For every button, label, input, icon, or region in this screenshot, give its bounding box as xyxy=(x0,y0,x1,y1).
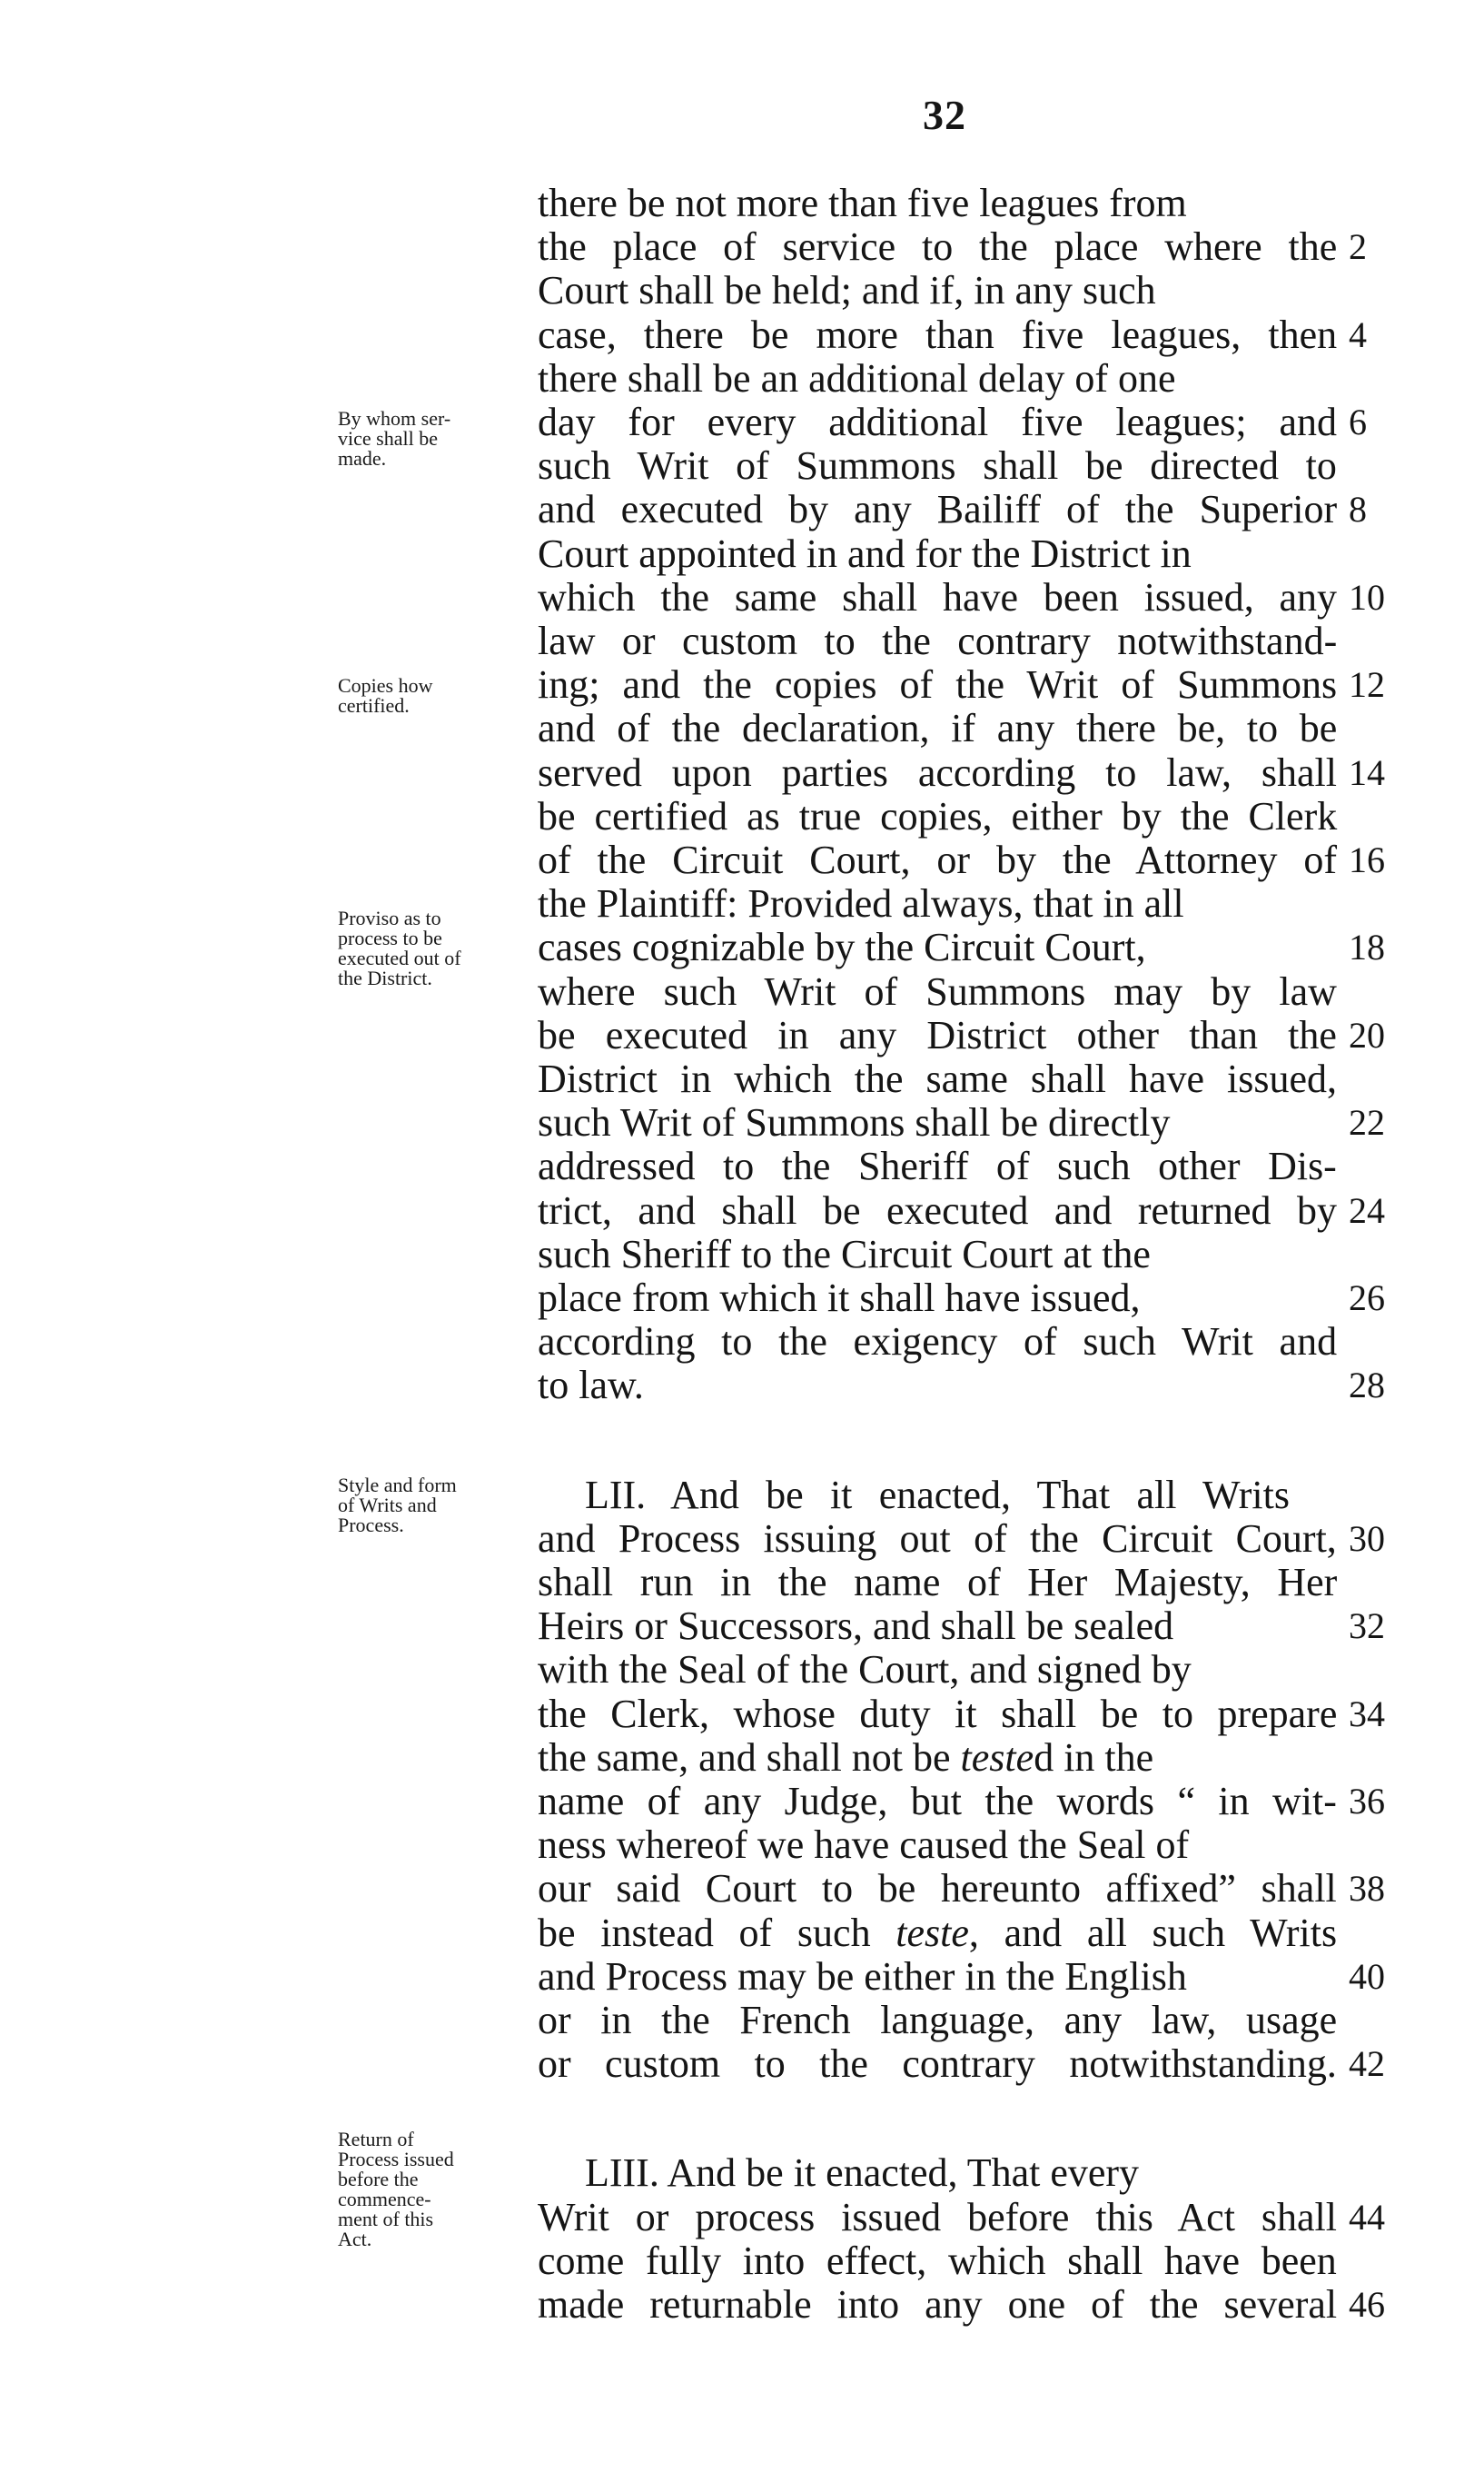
text-line xyxy=(538,1276,1385,1320)
text-line xyxy=(538,487,1367,531)
line-text: day for every additional five leagues; and xyxy=(538,400,1337,444)
line-text: LII. And be it enacted, That all Writs xyxy=(585,1473,1290,1517)
line-number: 26 xyxy=(1349,1277,1385,1318)
margin-note-style xyxy=(338,1475,529,1535)
line-text: addressed to the Sheriff of such other Dis- xyxy=(538,1144,1337,1188)
text-line xyxy=(538,2282,1385,2327)
line-number: 46 xyxy=(1349,2284,1385,2325)
line-number: 30 xyxy=(1349,1518,1385,1559)
line-text: District in which the same shall have issued, xyxy=(538,1057,1338,1101)
line-text: according to the exigency of such Writ and xyxy=(538,1319,1338,1364)
text-line xyxy=(538,313,1367,357)
text-line xyxy=(538,795,1337,839)
margin-note-line: Act. xyxy=(338,2228,372,2250)
text-line xyxy=(538,1999,1337,2042)
margin-note-line: Proviso as to xyxy=(338,907,441,929)
margin-note-line: executed out of xyxy=(338,947,461,969)
margin-note-line: before the xyxy=(338,2168,419,2190)
line-number: 16 xyxy=(1349,839,1385,880)
text-line xyxy=(538,2151,1337,2195)
text-line xyxy=(538,1188,1385,1233)
line-text: there be not more than five leagues from xyxy=(538,181,1187,225)
text-line xyxy=(538,750,1385,795)
text-line xyxy=(538,400,1367,444)
line-text: Writ or process issued before this Act shall xyxy=(538,2195,1337,2239)
line-text: case, there be more than five leagues, then xyxy=(538,313,1338,357)
line-text: ing; and the copies of the Writ of Summons xyxy=(538,662,1338,707)
text-line xyxy=(538,1057,1337,1101)
line-text: the same, and shall not be tested in the xyxy=(538,1735,1154,1780)
line-text: and Process may be either in the English xyxy=(538,1954,1187,1999)
text-line xyxy=(538,1100,1385,1145)
line-number: 14 xyxy=(1349,752,1385,793)
margin-note-line: certified. xyxy=(338,694,410,717)
line-text: the Clerk, whose duty it shall be to prepare xyxy=(538,1692,1338,1736)
line-number: 8 xyxy=(1349,489,1367,530)
line-number: 22 xyxy=(1349,1102,1385,1143)
line-text: or in the French language, any law, usage xyxy=(538,1998,1338,2042)
line-text: which the same shall have been issued, any xyxy=(538,575,1338,620)
text-line xyxy=(538,882,1337,926)
text-line xyxy=(538,707,1337,750)
text-line xyxy=(538,970,1337,1014)
line-text: made returnable into any one of the several xyxy=(538,2282,1338,2327)
margin-note-copies xyxy=(338,676,529,716)
text-line xyxy=(538,620,1337,663)
margin-note-service xyxy=(338,409,529,469)
margin-note-line: the District. xyxy=(338,967,432,989)
text-line xyxy=(538,575,1385,620)
text-line xyxy=(538,1516,1385,1561)
line-number: 4 xyxy=(1349,314,1367,355)
text-line xyxy=(538,1603,1385,1648)
line-text: name of any Judge, but the words “ in wit- xyxy=(538,1779,1337,1823)
margin-note-return xyxy=(338,2130,529,2249)
line-text: such Sheriff to the Circuit Court at the xyxy=(538,1232,1151,1276)
margin-note-line: vice shall be xyxy=(338,427,438,450)
line-number: 42 xyxy=(1349,2043,1385,2084)
margin-note-line: Return of xyxy=(338,2128,414,2150)
line-text: where such Writ of Summons may by law xyxy=(538,969,1337,1014)
line-text: LIII. And be it enacted, That every xyxy=(585,2150,1140,2195)
line-number: 10 xyxy=(1349,577,1385,618)
line-text: of the Circuit Court, or by the Attorney of xyxy=(538,838,1338,882)
margin-note-line: ment of this xyxy=(338,2208,434,2230)
line-text: the place of service to the place where the xyxy=(538,224,1338,269)
text-line xyxy=(538,2041,1385,2086)
line-text: Heirs or Successors, and shall be sealed xyxy=(538,1603,1174,1648)
line-number: 44 xyxy=(1349,2197,1385,2238)
page-number: 32 xyxy=(923,92,966,138)
line-text: or custom to the contrary notwithstanding. xyxy=(538,2041,1337,2086)
line-text: cases cognizable by the Circuit Court, xyxy=(538,925,1146,969)
text-line xyxy=(538,357,1337,401)
line-text: be instead of such teste, and all such Writs xyxy=(538,1911,1338,1955)
line-text: such Writ of Summons shall be directed to xyxy=(538,443,1337,488)
margin-note-proviso xyxy=(338,908,529,988)
line-text: be certified as true copies, either by the Clerk xyxy=(538,794,1338,839)
margin-note-line: made. xyxy=(338,447,387,470)
text-line xyxy=(538,1561,1337,1604)
text-line xyxy=(538,1692,1385,1736)
text-line xyxy=(538,2195,1385,2239)
text-line xyxy=(538,444,1337,488)
line-text: ness whereof we have caused the Seal of xyxy=(538,1822,1190,1867)
margin-note-line: Process issued xyxy=(338,2148,454,2170)
text-line xyxy=(538,1779,1385,1823)
text-line xyxy=(538,1954,1385,1999)
text-line xyxy=(538,1911,1337,1955)
text-line xyxy=(538,662,1385,707)
margin-note-line: By whom ser- xyxy=(338,407,451,430)
text-line xyxy=(538,1736,1337,1780)
line-text: come fully into effect, which shall have been xyxy=(538,2239,1337,2283)
line-text: to law. xyxy=(538,1363,644,1407)
line-number: 40 xyxy=(1349,1956,1385,1997)
text-line xyxy=(538,532,1337,576)
line-text: and of the declaration, if any there be, to be xyxy=(538,706,1338,750)
line-number: 20 xyxy=(1349,1015,1385,1056)
line-number: 28 xyxy=(1349,1365,1385,1405)
text-line xyxy=(538,1648,1337,1692)
line-text: and Process issuing out of the Circuit Court, xyxy=(538,1516,1337,1561)
text-line xyxy=(538,224,1367,269)
text-line xyxy=(538,1145,1337,1188)
margin-note-line: commence- xyxy=(338,2188,431,2210)
line-text: the Plaintiff: Provided always, that in all xyxy=(538,881,1184,926)
text-line xyxy=(538,925,1385,969)
text-line xyxy=(538,1233,1337,1276)
line-text: served upon parties according to law, shall xyxy=(538,750,1337,795)
text-line xyxy=(538,1363,1385,1407)
line-text: and executed by any Bailiff of the Superior xyxy=(538,487,1338,531)
line-text: there shall be an additional delay of one xyxy=(538,356,1176,401)
line-number: 18 xyxy=(1349,927,1385,968)
text-line xyxy=(538,2239,1337,2283)
line-text: law or custom to the contrary notwithstand- xyxy=(538,619,1338,663)
line-number: 24 xyxy=(1349,1190,1385,1231)
line-number: 34 xyxy=(1349,1693,1385,1734)
text-line xyxy=(538,182,1337,225)
line-text: Court shall be held; and if, in any such xyxy=(538,268,1156,313)
line-number: 12 xyxy=(1349,664,1385,705)
text-line xyxy=(538,1823,1337,1867)
margin-note-line: process to be xyxy=(338,927,442,949)
line-text: shall run in the name of Her Majesty, Her xyxy=(538,1560,1338,1604)
text-line xyxy=(538,838,1385,882)
margin-note-line: Process. xyxy=(338,1514,404,1536)
line-number: 38 xyxy=(1349,1868,1385,1909)
line-text: be executed in any District other than the xyxy=(538,1013,1337,1057)
line-text: place from which it shall have issued, xyxy=(538,1276,1141,1320)
line-text: with the Seal of the Court, and signed by xyxy=(538,1647,1192,1692)
text-line xyxy=(538,1474,1337,1517)
line-number: 2 xyxy=(1349,226,1367,267)
line-number: 32 xyxy=(1349,1605,1385,1646)
text-line xyxy=(538,1320,1337,1364)
line-text: trict, and shall be executed and returned by xyxy=(538,1188,1337,1233)
text-line xyxy=(538,1866,1385,1911)
line-number: 36 xyxy=(1349,1781,1385,1822)
line-text: such Writ of Summons shall be directly xyxy=(538,1100,1171,1145)
line-text: our said Court to be hereunto affixed” shall xyxy=(538,1866,1337,1911)
text-line xyxy=(538,269,1337,313)
text-line xyxy=(538,1013,1385,1057)
margin-note-line: of Writs and xyxy=(338,1494,437,1516)
line-number: 6 xyxy=(1349,402,1367,442)
line-text: Court appointed in and for the District in xyxy=(538,531,1192,576)
margin-note-line: Style and form xyxy=(338,1474,457,1496)
margin-note-line: Copies how xyxy=(338,674,433,697)
